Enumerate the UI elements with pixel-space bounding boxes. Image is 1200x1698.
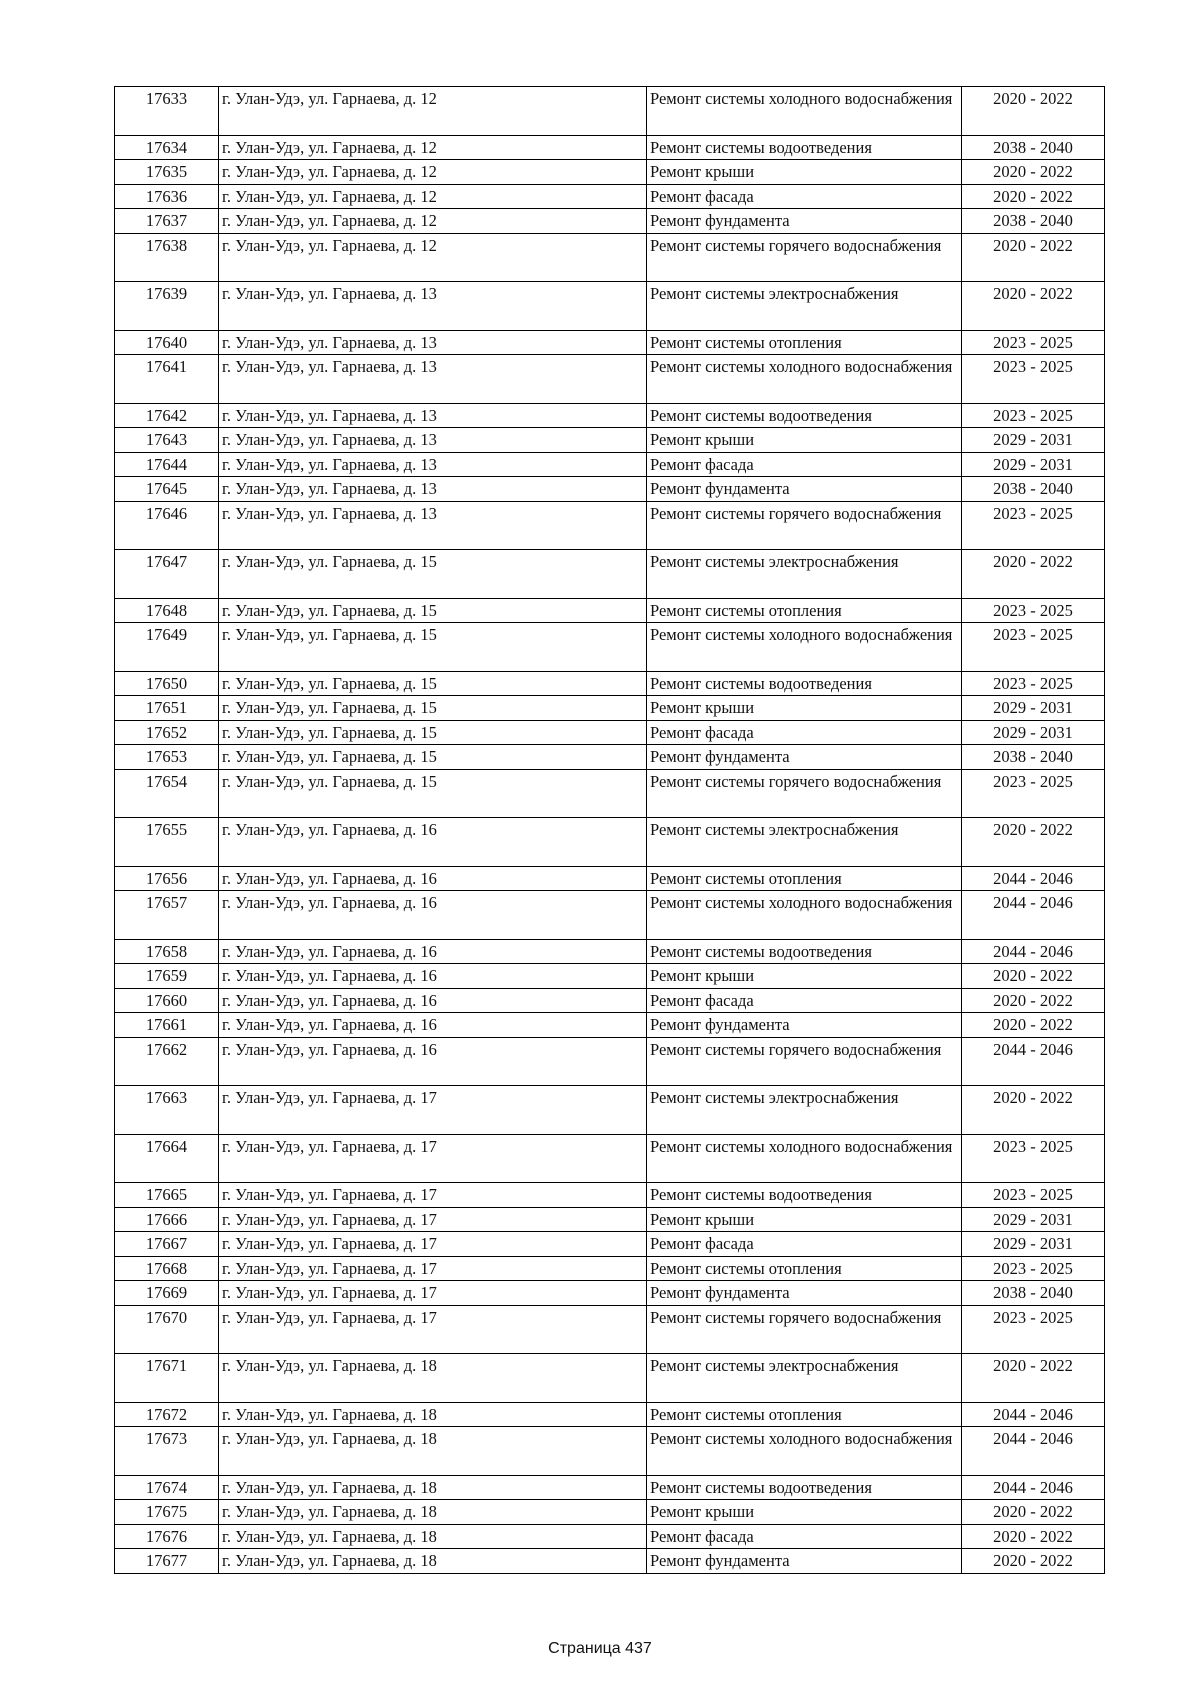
address-cell: г. Улан-Удэ, ул. Гарнаева, д. 12 xyxy=(219,160,647,185)
table-row xyxy=(115,209,1105,234)
row-number-cell: 17652 xyxy=(115,720,219,745)
row-number-cell: 17651 xyxy=(115,696,219,721)
table-row xyxy=(115,1524,1105,1549)
row-number-cell: 17671 xyxy=(115,1354,219,1403)
address-cell: г. Улан-Удэ, ул. Гарнаева, д. 12 xyxy=(219,209,647,234)
address-cell: г. Улан-Удэ, ул. Гарнаева, д. 17 xyxy=(219,1207,647,1232)
table-row xyxy=(115,1500,1105,1525)
address-cell: г. Улан-Удэ, ул. Гарнаева, д. 18 xyxy=(219,1549,647,1574)
table-row xyxy=(115,1013,1105,1038)
period-cell: 2038 - 2040 xyxy=(962,209,1105,234)
work-type-cell: Ремонт крыши xyxy=(647,1207,962,1232)
period-cell: 2029 - 2031 xyxy=(962,696,1105,721)
works-table-body xyxy=(115,87,1105,1574)
address-cell: г. Улан-Удэ, ул. Гарнаева, д. 18 xyxy=(219,1475,647,1500)
table-row xyxy=(115,135,1105,160)
period-cell: 2023 - 2025 xyxy=(962,1305,1105,1354)
row-number-cell: 17649 xyxy=(115,623,219,672)
row-number-cell: 17667 xyxy=(115,1232,219,1257)
work-type-cell: Ремонт фасада xyxy=(647,1524,962,1549)
work-type-cell: Ремонт фундамента xyxy=(647,477,962,502)
period-cell: 2020 - 2022 xyxy=(962,184,1105,209)
period-cell: 2044 - 2046 xyxy=(962,939,1105,964)
address-cell: г. Улан-Удэ, ул. Гарнаева, д. 16 xyxy=(219,988,647,1013)
work-type-cell: Ремонт системы водоотведения xyxy=(647,1183,962,1208)
table-row xyxy=(115,1354,1105,1403)
row-number-cell: 17662 xyxy=(115,1037,219,1086)
table-row xyxy=(115,1402,1105,1427)
address-cell: г. Улан-Удэ, ул. Гарнаева, д. 16 xyxy=(219,818,647,867)
period-cell: 2023 - 2025 xyxy=(962,1256,1105,1281)
work-type-cell: Ремонт системы водоотведения xyxy=(647,671,962,696)
address-cell: г. Улан-Удэ, ул. Гарнаева, д. 12 xyxy=(219,87,647,136)
table-row xyxy=(115,501,1105,550)
work-type-cell: Ремонт системы горячего водоснабжения xyxy=(647,1037,962,1086)
address-cell: г. Улан-Удэ, ул. Гарнаева, д. 17 xyxy=(219,1281,647,1306)
table-row xyxy=(115,428,1105,453)
work-type-cell: Ремонт системы электроснабжения xyxy=(647,1086,962,1135)
period-cell: 2023 - 2025 xyxy=(962,769,1105,818)
address-cell: г. Улан-Удэ, ул. Гарнаева, д. 16 xyxy=(219,1037,647,1086)
address-cell: г. Улан-Удэ, ул. Гарнаева, д. 18 xyxy=(219,1354,647,1403)
period-cell: 2020 - 2022 xyxy=(962,233,1105,282)
row-number-cell: 17672 xyxy=(115,1402,219,1427)
period-cell: 2023 - 2025 xyxy=(962,623,1105,672)
row-number-cell: 17663 xyxy=(115,1086,219,1135)
period-cell: 2020 - 2022 xyxy=(962,1086,1105,1135)
period-cell: 2023 - 2025 xyxy=(962,1183,1105,1208)
work-type-cell: Ремонт системы отопления xyxy=(647,1256,962,1281)
work-type-cell: Ремонт системы водоотведения xyxy=(647,135,962,160)
row-number-cell: 17644 xyxy=(115,452,219,477)
table-row xyxy=(115,769,1105,818)
period-cell: 2020 - 2022 xyxy=(962,282,1105,331)
row-number-cell: 17647 xyxy=(115,550,219,599)
period-cell: 2023 - 2025 xyxy=(962,598,1105,623)
period-cell: 2023 - 2025 xyxy=(962,501,1105,550)
row-number-cell: 17650 xyxy=(115,671,219,696)
row-number-cell: 17655 xyxy=(115,818,219,867)
work-type-cell: Ремонт системы холодного водоснабжения xyxy=(647,355,962,404)
work-type-cell: Ремонт системы холодного водоснабжения xyxy=(647,1134,962,1183)
address-cell: г. Улан-Удэ, ул. Гарнаева, д. 16 xyxy=(219,964,647,989)
period-cell: 2029 - 2031 xyxy=(962,452,1105,477)
address-cell: г. Улан-Удэ, ул. Гарнаева, д. 13 xyxy=(219,452,647,477)
table-row xyxy=(115,598,1105,623)
address-cell: г. Улан-Удэ, ул. Гарнаева, д. 15 xyxy=(219,671,647,696)
address-cell: г. Улан-Удэ, ул. Гарнаева, д. 17 xyxy=(219,1134,647,1183)
work-type-cell: Ремонт системы холодного водоснабжения xyxy=(647,1427,962,1476)
period-cell: 2023 - 2025 xyxy=(962,330,1105,355)
period-cell: 2020 - 2022 xyxy=(962,87,1105,136)
address-cell: г. Улан-Удэ, ул. Гарнаева, д. 13 xyxy=(219,355,647,404)
table-row xyxy=(115,160,1105,185)
period-cell: 2044 - 2046 xyxy=(962,1427,1105,1476)
address-cell: г. Улан-Удэ, ул. Гарнаева, д. 16 xyxy=(219,866,647,891)
period-cell: 2020 - 2022 xyxy=(962,550,1105,599)
address-cell: г. Улан-Удэ, ул. Гарнаева, д. 16 xyxy=(219,939,647,964)
row-number-cell: 17673 xyxy=(115,1427,219,1476)
table-row xyxy=(115,1134,1105,1183)
work-type-cell: Ремонт системы горячего водоснабжения xyxy=(647,501,962,550)
address-cell: г. Улан-Удэ, ул. Гарнаева, д. 13 xyxy=(219,501,647,550)
row-number-cell: 17643 xyxy=(115,428,219,453)
row-number-cell: 17642 xyxy=(115,403,219,428)
row-number-cell: 17638 xyxy=(115,233,219,282)
address-cell: г. Улан-Удэ, ул. Гарнаева, д. 12 xyxy=(219,135,647,160)
address-cell: г. Улан-Удэ, ул. Гарнаева, д. 12 xyxy=(219,184,647,209)
address-cell: г. Улан-Удэ, ул. Гарнаева, д. 18 xyxy=(219,1500,647,1525)
period-cell: 2020 - 2022 xyxy=(962,1354,1105,1403)
period-cell: 2020 - 2022 xyxy=(962,818,1105,867)
address-cell: г. Улан-Удэ, ул. Гарнаева, д. 13 xyxy=(219,330,647,355)
address-cell: г. Улан-Удэ, ул. Гарнаева, д. 15 xyxy=(219,769,647,818)
row-number-cell: 17653 xyxy=(115,745,219,770)
period-cell: 2029 - 2031 xyxy=(962,1232,1105,1257)
period-cell: 2038 - 2040 xyxy=(962,745,1105,770)
table-row xyxy=(115,1256,1105,1281)
table-row xyxy=(115,184,1105,209)
table-row xyxy=(115,1086,1105,1135)
work-type-cell: Ремонт системы отопления xyxy=(647,1402,962,1427)
period-cell: 2023 - 2025 xyxy=(962,355,1105,404)
table-row xyxy=(115,1305,1105,1354)
work-type-cell: Ремонт крыши xyxy=(647,1500,962,1525)
table-row xyxy=(115,1207,1105,1232)
period-cell: 2023 - 2025 xyxy=(962,403,1105,428)
table-row xyxy=(115,866,1105,891)
work-type-cell: Ремонт фасада xyxy=(647,720,962,745)
work-type-cell: Ремонт системы холодного водоснабжения xyxy=(647,87,962,136)
table-row xyxy=(115,1549,1105,1574)
address-cell: г. Улан-Удэ, ул. Гарнаева, д. 17 xyxy=(219,1086,647,1135)
row-number-cell: 17633 xyxy=(115,87,219,136)
work-type-cell: Ремонт системы отопления xyxy=(647,330,962,355)
table-row xyxy=(115,988,1105,1013)
table-row xyxy=(115,745,1105,770)
address-cell: г. Улан-Удэ, ул. Гарнаева, д. 13 xyxy=(219,282,647,331)
row-number-cell: 17675 xyxy=(115,1500,219,1525)
work-type-cell: Ремонт фундамента xyxy=(647,1013,962,1038)
address-cell: г. Улан-Удэ, ул. Гарнаева, д. 16 xyxy=(219,1013,647,1038)
address-cell: г. Улан-Удэ, ул. Гарнаева, д. 17 xyxy=(219,1232,647,1257)
row-number-cell: 17676 xyxy=(115,1524,219,1549)
table-row xyxy=(115,282,1105,331)
table-row xyxy=(115,452,1105,477)
address-cell: г. Улан-Удэ, ул. Гарнаева, д. 13 xyxy=(219,428,647,453)
address-cell: г. Улан-Удэ, ул. Гарнаева, д. 13 xyxy=(219,477,647,502)
row-number-cell: 17665 xyxy=(115,1183,219,1208)
row-number-cell: 17668 xyxy=(115,1256,219,1281)
table-row xyxy=(115,1427,1105,1476)
period-cell: 2020 - 2022 xyxy=(962,1500,1105,1525)
page-number: Страница 437 xyxy=(548,1640,652,1657)
period-cell: 2038 - 2040 xyxy=(962,135,1105,160)
period-cell: 2023 - 2025 xyxy=(962,671,1105,696)
period-cell: 2029 - 2031 xyxy=(962,720,1105,745)
period-cell: 2044 - 2046 xyxy=(962,1402,1105,1427)
address-cell: г. Улан-Удэ, ул. Гарнаева, д. 15 xyxy=(219,623,647,672)
period-cell: 2020 - 2022 xyxy=(962,1013,1105,1038)
period-cell: 2020 - 2022 xyxy=(962,988,1105,1013)
table-row xyxy=(115,623,1105,672)
work-type-cell: Ремонт крыши xyxy=(647,160,962,185)
address-cell: г. Улан-Удэ, ул. Гарнаева, д. 13 xyxy=(219,403,647,428)
address-cell: г. Улан-Удэ, ул. Гарнаева, д. 17 xyxy=(219,1305,647,1354)
work-type-cell: Ремонт системы водоотведения xyxy=(647,1475,962,1500)
work-type-cell: Ремонт системы электроснабжения xyxy=(647,282,962,331)
table-row xyxy=(115,1475,1105,1500)
period-cell: 2020 - 2022 xyxy=(962,160,1105,185)
table-row xyxy=(115,671,1105,696)
table-row xyxy=(115,1183,1105,1208)
table-row xyxy=(115,818,1105,867)
table-row xyxy=(115,550,1105,599)
work-type-cell: Ремонт системы горячего водоснабжения xyxy=(647,769,962,818)
period-cell: 2038 - 2040 xyxy=(962,1281,1105,1306)
work-type-cell: Ремонт крыши xyxy=(647,696,962,721)
address-cell: г. Улан-Удэ, ул. Гарнаева, д. 18 xyxy=(219,1524,647,1549)
row-number-cell: 17659 xyxy=(115,964,219,989)
period-cell: 2038 - 2040 xyxy=(962,477,1105,502)
table-row xyxy=(115,891,1105,940)
work-type-cell: Ремонт фундамента xyxy=(647,1549,962,1574)
row-number-cell: 17640 xyxy=(115,330,219,355)
period-cell: 2044 - 2046 xyxy=(962,891,1105,940)
row-number-cell: 17658 xyxy=(115,939,219,964)
work-type-cell: Ремонт фасада xyxy=(647,184,962,209)
table-row xyxy=(115,964,1105,989)
period-cell: 2020 - 2022 xyxy=(962,1524,1105,1549)
work-type-cell: Ремонт крыши xyxy=(647,964,962,989)
row-number-cell: 17646 xyxy=(115,501,219,550)
work-type-cell: Ремонт системы водоотведения xyxy=(647,939,962,964)
period-cell: 2044 - 2046 xyxy=(962,1475,1105,1500)
work-type-cell: Ремонт фасада xyxy=(647,988,962,1013)
row-number-cell: 17664 xyxy=(115,1134,219,1183)
address-cell: г. Улан-Удэ, ул. Гарнаева, д. 16 xyxy=(219,891,647,940)
work-type-cell: Ремонт фасада xyxy=(647,452,962,477)
period-cell: 2029 - 2031 xyxy=(962,1207,1105,1232)
row-number-cell: 17670 xyxy=(115,1305,219,1354)
table-row xyxy=(115,233,1105,282)
row-number-cell: 17660 xyxy=(115,988,219,1013)
table-row xyxy=(115,403,1105,428)
period-cell: 2020 - 2022 xyxy=(962,964,1105,989)
address-cell: г. Улан-Удэ, ул. Гарнаева, д. 15 xyxy=(219,745,647,770)
row-number-cell: 17648 xyxy=(115,598,219,623)
work-type-cell: Ремонт фундамента xyxy=(647,209,962,234)
table-row xyxy=(115,87,1105,136)
table-row xyxy=(115,1281,1105,1306)
work-type-cell: Ремонт системы отопления xyxy=(647,866,962,891)
period-cell: 2044 - 2046 xyxy=(962,1037,1105,1086)
period-cell: 2029 - 2031 xyxy=(962,428,1105,453)
row-number-cell: 17639 xyxy=(115,282,219,331)
work-type-cell: Ремонт системы электроснабжения xyxy=(647,1354,962,1403)
table-row xyxy=(115,477,1105,502)
row-number-cell: 17635 xyxy=(115,160,219,185)
row-number-cell: 17666 xyxy=(115,1207,219,1232)
row-number-cell: 17661 xyxy=(115,1013,219,1038)
address-cell: г. Улан-Удэ, ул. Гарнаева, д. 18 xyxy=(219,1402,647,1427)
address-cell: г. Улан-Удэ, ул. Гарнаева, д. 15 xyxy=(219,696,647,721)
table-row xyxy=(115,355,1105,404)
work-type-cell: Ремонт системы водоотведения xyxy=(647,403,962,428)
table-row xyxy=(115,720,1105,745)
address-cell: г. Улан-Удэ, ул. Гарнаева, д. 17 xyxy=(219,1256,647,1281)
work-type-cell: Ремонт системы горячего водоснабжения xyxy=(647,1305,962,1354)
period-cell: 2044 - 2046 xyxy=(962,866,1105,891)
work-type-cell: Ремонт системы холодного водоснабжения xyxy=(647,891,962,940)
table-row xyxy=(115,1232,1105,1257)
row-number-cell: 17677 xyxy=(115,1549,219,1574)
address-cell: г. Улан-Удэ, ул. Гарнаева, д. 18 xyxy=(219,1427,647,1476)
period-cell: 2020 - 2022 xyxy=(962,1549,1105,1574)
row-number-cell: 17641 xyxy=(115,355,219,404)
row-number-cell: 17645 xyxy=(115,477,219,502)
work-type-cell: Ремонт крыши xyxy=(647,428,962,453)
address-cell: г. Улан-Удэ, ул. Гарнаева, д. 12 xyxy=(219,233,647,282)
row-number-cell: 17637 xyxy=(115,209,219,234)
work-type-cell: Ремонт системы электроснабжения xyxy=(647,550,962,599)
work-type-cell: Ремонт системы холодного водоснабжения xyxy=(647,623,962,672)
table-row xyxy=(115,696,1105,721)
address-cell: г. Улан-Удэ, ул. Гарнаева, д. 17 xyxy=(219,1183,647,1208)
table-row xyxy=(115,939,1105,964)
work-type-cell: Ремонт фундамента xyxy=(647,1281,962,1306)
work-type-cell: Ремонт фасада xyxy=(647,1232,962,1257)
address-cell: г. Улан-Удэ, ул. Гарнаева, д. 15 xyxy=(219,598,647,623)
work-type-cell: Ремонт фундамента xyxy=(647,745,962,770)
row-number-cell: 17657 xyxy=(115,891,219,940)
row-number-cell: 17669 xyxy=(115,1281,219,1306)
row-number-cell: 17634 xyxy=(115,135,219,160)
row-number-cell: 17636 xyxy=(115,184,219,209)
table-row xyxy=(115,330,1105,355)
row-number-cell: 17654 xyxy=(115,769,219,818)
work-type-cell: Ремонт системы электроснабжения xyxy=(647,818,962,867)
works-table xyxy=(114,86,1105,1574)
table-row xyxy=(115,1037,1105,1086)
address-cell: г. Улан-Удэ, ул. Гарнаева, д. 15 xyxy=(219,720,647,745)
work-type-cell: Ремонт системы горячего водоснабжения xyxy=(647,233,962,282)
work-type-cell: Ремонт системы отопления xyxy=(647,598,962,623)
row-number-cell: 17656 xyxy=(115,866,219,891)
period-cell: 2023 - 2025 xyxy=(962,1134,1105,1183)
row-number-cell: 17674 xyxy=(115,1475,219,1500)
address-cell: г. Улан-Удэ, ул. Гарнаева, д. 15 xyxy=(219,550,647,599)
